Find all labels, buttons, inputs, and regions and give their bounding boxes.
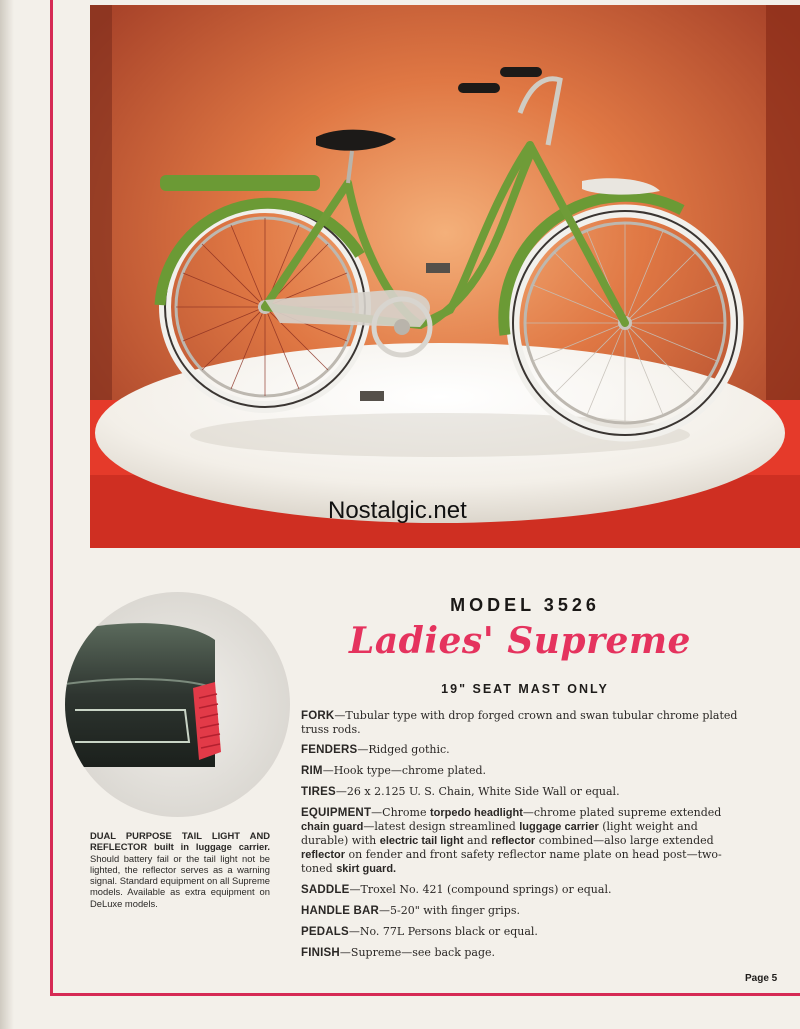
caption-body: Should battery fail or the tail light not be lighted, the reflector serves as a warning signal. Standard equipment on all Supreme models. Available as extra equipment on DeLuxe models. bbox=[90, 852, 270, 909]
model-number: MODEL 3526 bbox=[450, 595, 600, 615]
spec-value-part: and bbox=[463, 834, 492, 847]
spec-key: SADDLE bbox=[301, 884, 350, 896]
left-border-rule bbox=[50, 0, 53, 996]
spec-value-part: No. 77L Persons black or equal. bbox=[359, 925, 538, 938]
spec-key: PEDALS bbox=[301, 926, 349, 938]
caption-lead: built in luggage carrier. bbox=[147, 841, 270, 853]
bicycle-photo bbox=[90, 5, 800, 548]
watermark: Nostalgic.net bbox=[328, 497, 467, 524]
spec-value-part: on fender and front safety reflector name plate on head post—two-toned bbox=[301, 848, 722, 875]
spec-value-part: combined—also large extended bbox=[535, 834, 714, 847]
spec-value-part: luggage carrier bbox=[519, 821, 599, 833]
bottom-border-rule bbox=[50, 993, 800, 996]
caption-title: DUAL PURPOSE TAIL LIGHT AND REFLECTOR bbox=[90, 830, 270, 853]
spec-key: FENDERS bbox=[301, 744, 358, 756]
specifications-list bbox=[301, 709, 744, 967]
page-number: Page 5 bbox=[745, 973, 778, 984]
spec-value-part: reflector bbox=[301, 849, 346, 861]
spec-value-part: electric tail light bbox=[379, 835, 464, 847]
spec-key: RIM bbox=[301, 765, 323, 777]
inset-caption bbox=[90, 830, 270, 909]
spec-value-part: skirt guard. bbox=[336, 863, 397, 875]
spec-item: SADDLE—Troxel No. 421 (compound springs) or equal. bbox=[301, 883, 612, 896]
spec-key: TIRES bbox=[301, 786, 336, 798]
spec-key: FINISH bbox=[301, 947, 340, 959]
spec-value-part: —chrome plated supreme extended bbox=[522, 806, 722, 819]
spec-value-part: torpedo headlight bbox=[430, 807, 523, 819]
spec-item: TIRES—26 x 2.125 U. S. Chain, White Side Wall or equal. bbox=[301, 785, 620, 798]
spec-item: PEDALS—No. 77L Persons black or equal. bbox=[301, 925, 538, 938]
tail-light-inset-photo bbox=[65, 592, 290, 817]
spec-value-part: Supreme—see back page. bbox=[350, 946, 496, 959]
spec-item: FINISH—Supreme—see back page. bbox=[301, 946, 496, 959]
spec-value-part: Chrome bbox=[382, 806, 430, 819]
spec-value-part: Ridged gothic. bbox=[368, 743, 450, 756]
page-fold-shadow bbox=[0, 0, 14, 1029]
spec-value-part: (light weight and durable) with bbox=[301, 820, 698, 847]
spec-value-part: Tubular type with drop forged crown and swan tubular chrome plated truss rods. bbox=[301, 709, 738, 736]
spec-item: FORK—Tubular type with drop forged crown and swan tubular chrome plated truss rods. bbox=[301, 709, 738, 736]
spec-key: FORK bbox=[301, 710, 335, 722]
spec-key: EQUIPMENT bbox=[301, 807, 372, 819]
spec-item: EQUIPMENT—Chrome torpedo headlight—chrome plated supreme extended chain guard—latest design streamlined luggage carrier (light weight and durable) with electric tail light and reflector combined—also large extended reflector on fender and front safety reflector name plate on head post—two-toned skirt guard. bbox=[301, 806, 722, 875]
spec-value-part: 26 x 2.125 U. S. Chain, White Side Wall or equal. bbox=[346, 785, 620, 798]
spec-item: HANDLE BAR—5-20" with finger grips. bbox=[301, 904, 520, 917]
spec-value-part: Troxel No. 421 (compound springs) or equal. bbox=[360, 883, 612, 896]
seat-mast-note: 19" SEAT MAST ONLY bbox=[441, 682, 609, 696]
spec-value-part: —latest design streamlined bbox=[363, 820, 520, 833]
spec-key: HANDLE BAR bbox=[301, 905, 380, 917]
spec-item: FENDERS—Ridged gothic. bbox=[301, 743, 450, 756]
spec-value-part: 5-20" with finger grips. bbox=[390, 904, 520, 917]
model-name-title: Ladies' Supreme bbox=[349, 620, 691, 662]
spec-value-part: chain guard bbox=[301, 821, 364, 833]
spec-item: RIM—Hook type—chrome plated. bbox=[301, 764, 487, 777]
spec-value-part: Hook type—chrome plated. bbox=[333, 764, 487, 777]
spec-value-part: reflector bbox=[491, 835, 536, 847]
